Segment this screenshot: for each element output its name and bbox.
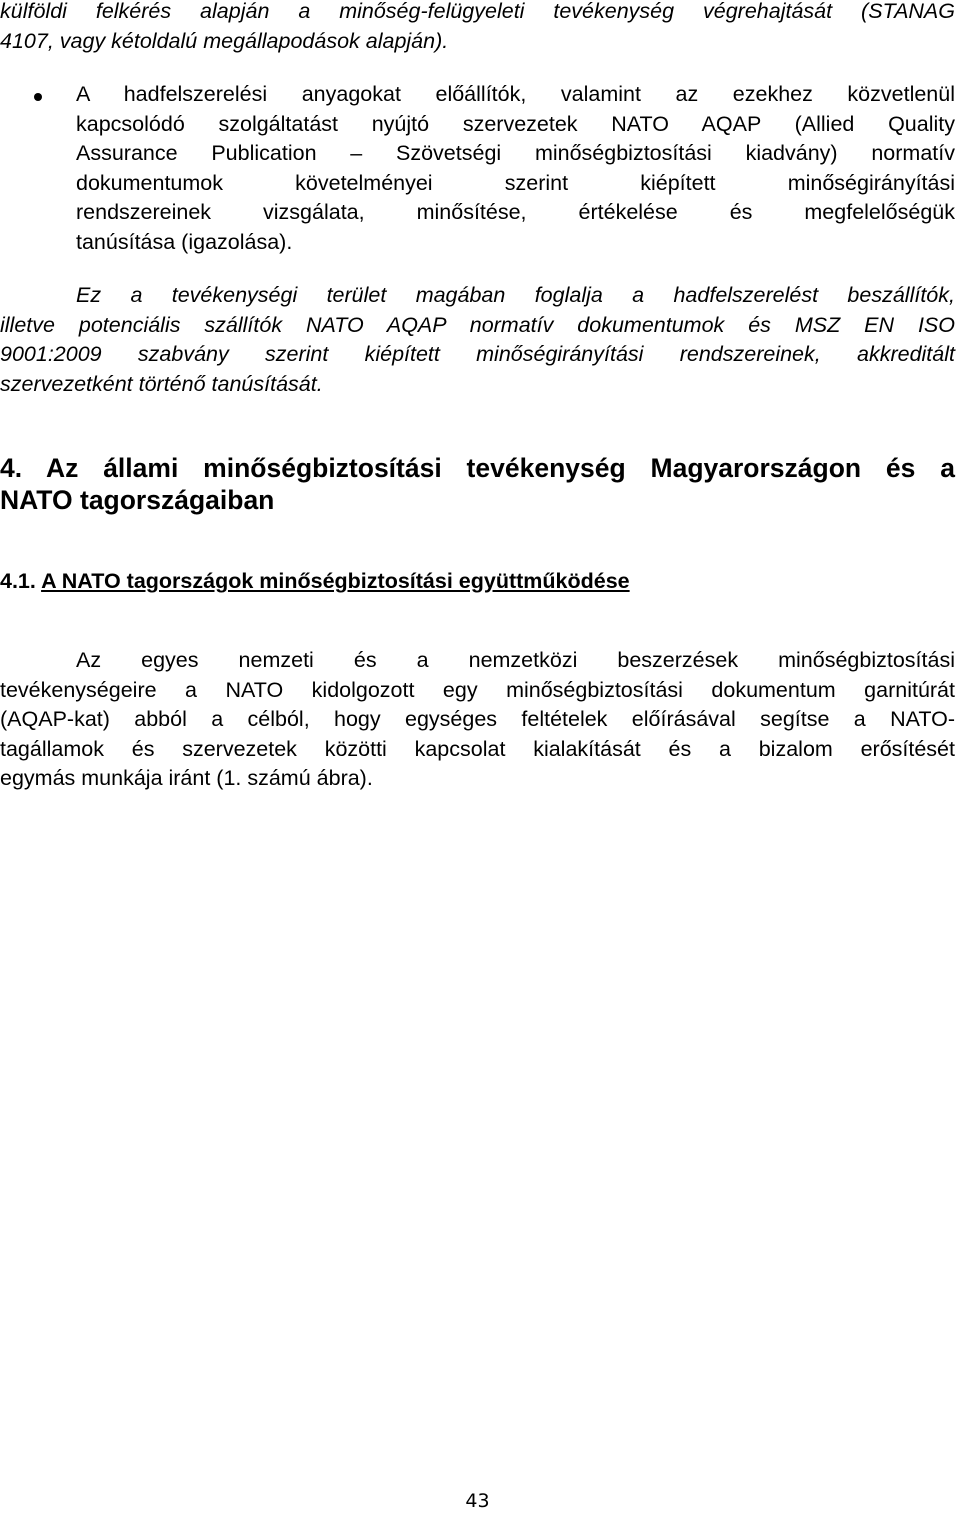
heading-line: NATO tagországaiban [0, 485, 275, 515]
paragraph-line: 4107, vagy kétoldalú megállapodások alapján). [0, 28, 449, 53]
paragraph-line: külföldi felkérés alapján a minőség-felügyeleti tevékenység végrehajtását (STANAG [0, 0, 955, 23]
paragraph-line: (AQAP-kat) abból a célból, hogy egységes feltételek előírásával segítse a NATO- [0, 707, 955, 731]
paragraph-line: illetve potenciális szállítók NATO AQAP normatív dokumentumok és MSZ EN ISO [0, 312, 955, 337]
section-heading [0, 452, 960, 516]
paragraph-line: szervezetként történő tanúsítását. [0, 371, 323, 396]
paragraph-line: Assurance Publication – Szövetségi minőségbiztosítási kiadvány) normatív [76, 141, 955, 165]
paragraph-line: kapcsolódó szolgáltatást nyújtó szervezetek NATO AQAP (Allied Quality [76, 111, 955, 136]
paragraph-line: Ez a tevékenységi terület magában foglalja a hadfelszerelést beszállítók, [76, 283, 955, 307]
paragraph-line: dokumentumok követelményei szerint kiépített minőségirányítási [76, 170, 955, 195]
paragraph-line: tanúsítása (igazolása). [76, 229, 293, 254]
subsection-number: 4.1. [0, 569, 36, 593]
scope-paragraph [0, 281, 955, 399]
subsection-title: A NATO tagországok minőségbiztosítási együttműködése [41, 569, 630, 593]
paragraph-line: rendszereinek vizsgálata, minősítése, értékelése és megfelelőségük [76, 200, 955, 224]
paragraph-line: Az egyes nemzeti és a nemzetközi beszerzések minőségbiztosítási [76, 648, 955, 672]
paragraph-line: 9001:2009 szabvány szerint kiépített minőségirányítási rendszereinek, akkreditált [0, 342, 955, 366]
subsection-heading [0, 566, 960, 596]
paragraph-line: tevékenységeire a NATO kidolgozott egy minőségbiztosítási dokumentum garnitúrát [0, 677, 955, 702]
paragraph-line: egymás munkája iránt (1. számú ábra). [0, 766, 373, 790]
bullet-icon [34, 93, 42, 101]
paragraph-line: A hadfelszerelési anyagokat előállítók, valamint az ezekhez közvetlenül [76, 82, 955, 106]
body-paragraph [0, 646, 955, 794]
intro-paragraph [0, 0, 955, 56]
paragraph-line: tagállamok és szervezetek közötti kapcsolat kialakítását és a bizalom erősítését [0, 736, 955, 761]
heading-line: 4. Az állami minőségbiztosítási tevékenység Magyarországon és a [0, 453, 955, 483]
page-number: 43 [465, 1490, 490, 1512]
bullet-paragraph [76, 80, 955, 257]
